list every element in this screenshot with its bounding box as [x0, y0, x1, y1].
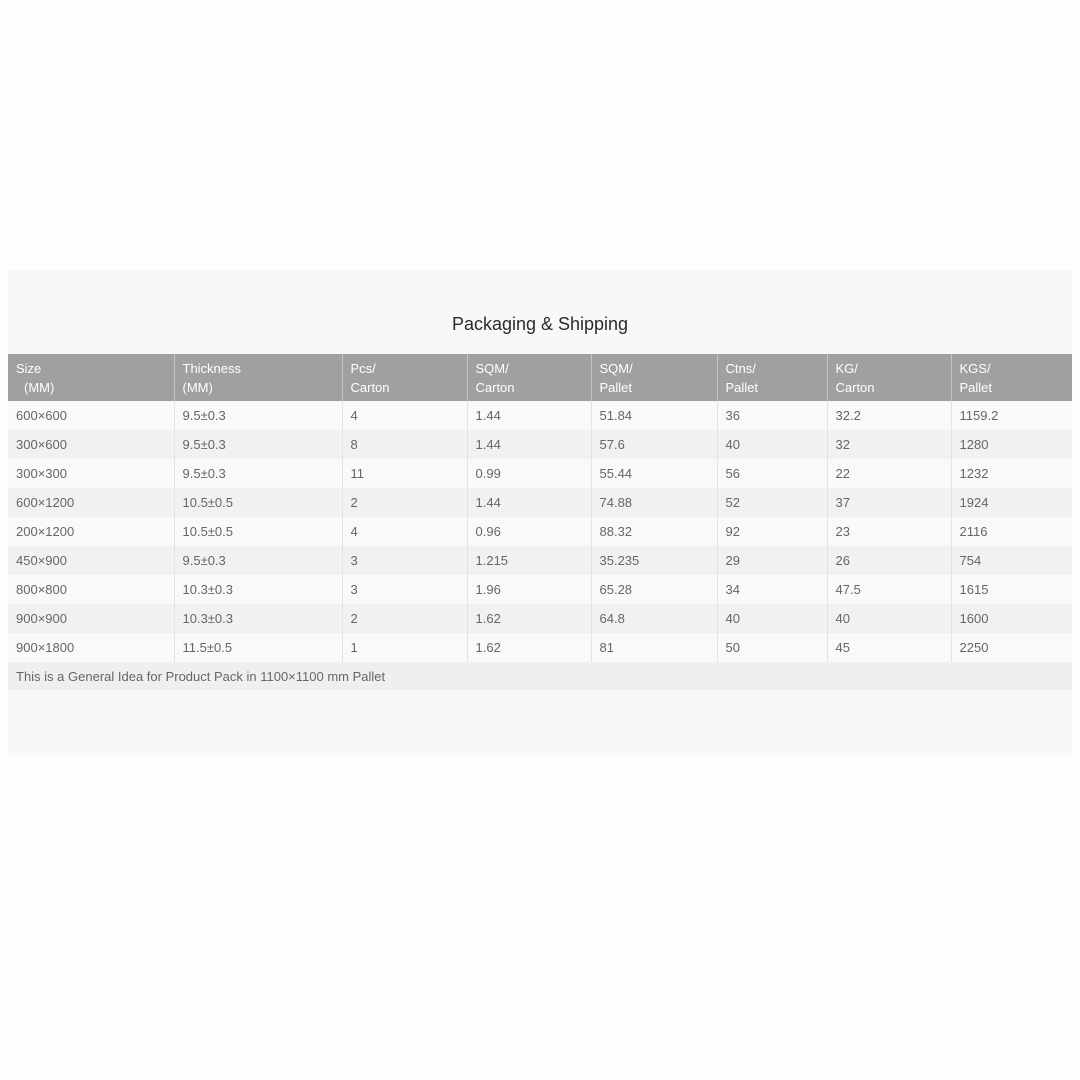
table-row	[8, 633, 1072, 662]
table-cell: 9.5±0.3	[174, 459, 342, 488]
header-kgs-pallet	[951, 354, 1072, 401]
table-cell: 74.88	[591, 488, 717, 517]
header-line1: Size	[16, 361, 42, 376]
header-line1: KGS/	[959, 361, 991, 376]
table-cell: 32	[827, 430, 951, 459]
table-header-row	[8, 354, 1072, 401]
header-line2: (MM)	[182, 380, 213, 395]
table-cell: 1.44	[467, 488, 591, 517]
table-cell: 50	[717, 633, 827, 662]
table-cell: 1232	[951, 459, 1072, 488]
header-line2: Carton	[350, 380, 390, 395]
table-cell: 32.2	[827, 401, 951, 430]
table-cell: 34	[717, 575, 827, 604]
header-thickness	[174, 354, 342, 401]
table-cell: 37	[827, 488, 951, 517]
table-cell: 55.44	[591, 459, 717, 488]
table-cell: 2	[342, 488, 467, 517]
table-cell: 200×1200	[8, 517, 174, 546]
header-sqm-pallet	[591, 354, 717, 401]
table-cell: 26	[827, 546, 951, 575]
header-line1: Thickness	[182, 361, 242, 376]
table-cell: 10.5±0.5	[174, 488, 342, 517]
header-size	[8, 354, 174, 401]
table-cell: 900×1800	[8, 633, 174, 662]
table-cell: 9.5±0.3	[174, 401, 342, 430]
table-cell: 65.28	[591, 575, 717, 604]
header-kg-carton	[827, 354, 951, 401]
table-cell: 300×600	[8, 430, 174, 459]
table-cell: 0.99	[467, 459, 591, 488]
table-cell: 40	[717, 430, 827, 459]
table-cell: 1159.2	[951, 401, 1072, 430]
table-cell: 1.44	[467, 430, 591, 459]
table-cell: 4	[342, 401, 467, 430]
table-cell: 11.5±0.5	[174, 633, 342, 662]
table-cell: 1.44	[467, 401, 591, 430]
table-cell: 23	[827, 517, 951, 546]
table-cell: 9.5±0.3	[174, 430, 342, 459]
table-cell: 52	[717, 488, 827, 517]
header-line1: Ctns/	[725, 361, 756, 376]
table-cell: 51.84	[591, 401, 717, 430]
table-cell: 92	[717, 517, 827, 546]
table-row	[8, 517, 1072, 546]
table-cell: 40	[827, 604, 951, 633]
table-cell: 10.3±0.3	[174, 575, 342, 604]
header-line1: SQM/	[475, 361, 509, 376]
table-cell: 64.8	[591, 604, 717, 633]
header-line2: Pallet	[725, 380, 759, 395]
table-cell: 40	[717, 604, 827, 633]
header-line2: Pallet	[599, 380, 633, 395]
header-line2: Carton	[475, 380, 515, 395]
table-cell: 1	[342, 633, 467, 662]
table-row	[8, 488, 1072, 517]
header-sqm-carton	[467, 354, 591, 401]
header-ctns-pallet	[717, 354, 827, 401]
table-row	[8, 546, 1072, 575]
footnote: This is a General Idea for Product Pack in 1100×1100 mm Pallet	[8, 662, 1072, 690]
table-row	[8, 401, 1072, 430]
table-row	[8, 604, 1072, 633]
table-cell: 3	[342, 575, 467, 604]
table-cell: 4	[342, 517, 467, 546]
header-line2: Pallet	[959, 380, 993, 395]
table-cell: 1280	[951, 430, 1072, 459]
table-cell: 56	[717, 459, 827, 488]
table-body	[8, 401, 1072, 662]
table-cell: 1.62	[467, 604, 591, 633]
table-cell: 47.5	[827, 575, 951, 604]
table-cell: 8	[342, 430, 467, 459]
table-cell: 300×300	[8, 459, 174, 488]
table-cell: 1.96	[467, 575, 591, 604]
packaging-shipping-panel	[8, 270, 1072, 753]
packaging-table	[8, 354, 1072, 690]
table-cell: 45	[827, 633, 951, 662]
table-cell: 88.32	[591, 517, 717, 546]
table-cell: 11	[342, 459, 467, 488]
header-line2: Carton	[835, 380, 875, 395]
table-cell: 81	[591, 633, 717, 662]
table-cell: 2250	[951, 633, 1072, 662]
table-cell: 1600	[951, 604, 1072, 633]
table-cell: 1924	[951, 488, 1072, 517]
table-row	[8, 430, 1072, 459]
table-cell: 754	[951, 546, 1072, 575]
table-cell: 1.215	[467, 546, 591, 575]
table-cell: 0.96	[467, 517, 591, 546]
table-cell: 36	[717, 401, 827, 430]
table-cell: 900×900	[8, 604, 174, 633]
table-cell: 1.62	[467, 633, 591, 662]
table-row	[8, 575, 1072, 604]
table-cell: 10.5±0.5	[174, 517, 342, 546]
table-cell: 29	[717, 546, 827, 575]
table-cell: 2116	[951, 517, 1072, 546]
table-cell: 57.6	[591, 430, 717, 459]
header-pcs-carton	[342, 354, 467, 401]
table-cell: 600×600	[8, 401, 174, 430]
table-footer-row	[8, 662, 1072, 690]
table-cell: 3	[342, 546, 467, 575]
header-line1: KG/	[835, 361, 858, 376]
page-title: Packaging & Shipping	[451, 314, 629, 334]
table-cell: 9.5±0.3	[174, 546, 342, 575]
header-line2: (MM)	[24, 380, 55, 395]
table-cell: 1615	[951, 575, 1072, 604]
header-line1: Pcs/	[350, 361, 376, 376]
table-cell: 600×1200	[8, 488, 174, 517]
table-cell: 35.235	[591, 546, 717, 575]
table-cell: 2	[342, 604, 467, 633]
table-cell: 450×900	[8, 546, 174, 575]
table-cell: 22	[827, 459, 951, 488]
table-row	[8, 459, 1072, 488]
table-cell: 10.3±0.3	[174, 604, 342, 633]
header-line1: SQM/	[599, 361, 633, 376]
table-cell: 800×800	[8, 575, 174, 604]
